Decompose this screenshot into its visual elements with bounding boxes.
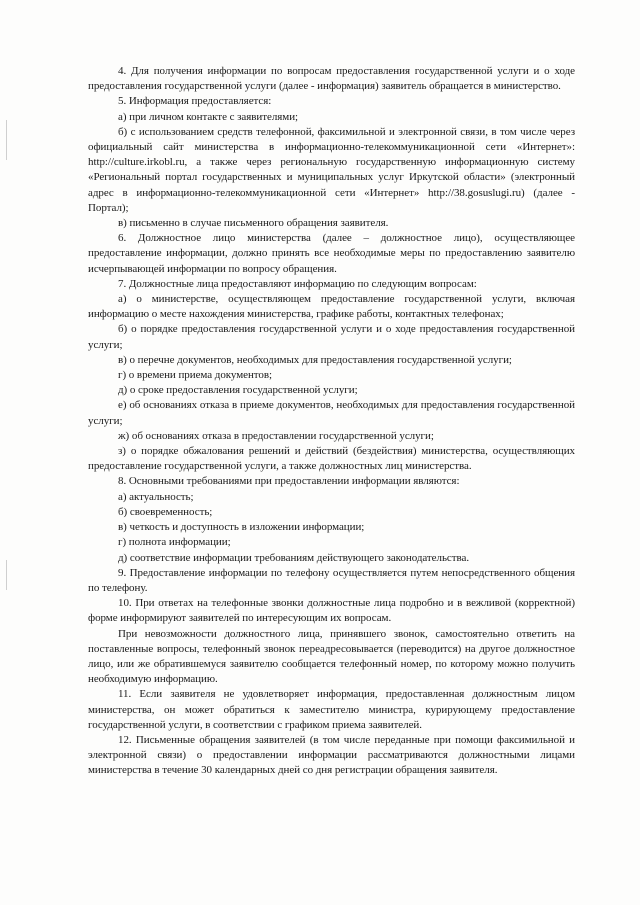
- list-item-8v: в) четкость и доступность в изложении информации;: [118, 521, 365, 534]
- list-item-7b: б) о порядке предоставления государственной услуги и о ходе предоставления государственной услуги;: [88, 323, 575, 351]
- paragraph-10-continued: При невозможности должностного лица, принявшего звонок, самостоятельно ответить на поставленные вопросы, телефонный звонок переадресовывается (переводится) на другое должностное лицо, или же обратившемуся заявителю сообщается телефонный номер, по которому можно получить необходимую информацию.: [88, 627, 575, 686]
- paragraph-9: 9. Предоставление информации по телефону осуществляется путем непосредственного общения по телефону.: [88, 566, 575, 594]
- list-item-5a: а) при личном контакте с заявителями;: [118, 110, 299, 123]
- list-item-8b: б) своевременность;: [118, 505, 213, 518]
- paragraph-6: 6. Должностное лицо министерства (далее – должностное лицо), осуществляющее предоставление информации, должно принять все необходимые меры по предоставлению заявителю исчерпывающей информации по вопросу обращения.: [88, 232, 575, 275]
- list-item-7d: д) о сроке предоставления государственной услуги;: [118, 384, 358, 397]
- list-item-7a: а) о министерстве, осуществляющем предоставление государственной услуги, включая информацию о месте нахождения министерства, графике работы, контактных телефонах;: [88, 293, 575, 321]
- paragraph-11: 11. Если заявителя не удовлетворяет информация, предоставленная должностным лицом министерства, он может обратиться к заместителю министра, курирующему предоставление государственной услуги, в соответствии с графиком приема заявителей.: [88, 688, 575, 731]
- paragraph-4: 4. Для получения информации по вопросам предоставления государственной услуги и о ходе предоставления государственной услуги (далее - информация) заявитель обращается в министерство.: [88, 65, 575, 93]
- list-item-5v: в) письменно в случае письменного обращения заявителя.: [118, 217, 389, 230]
- list-item-8d: д) соответствие информации требованиям действующего законодательства.: [118, 551, 470, 564]
- paragraph-7: 7. Должностные лица предоставляют информацию по следующим вопросам:: [118, 277, 477, 290]
- list-item-7zh: ж) об основаниях отказа в предоставлении государственной услуги;: [118, 429, 434, 442]
- list-item-8g: г) полнота информации;: [118, 536, 231, 549]
- list-item-7z: з) о порядке обжалования решений и действий (бездействия) министерства, осуществляющих предоставление государственной услуги, а также должностных лиц министерства.: [88, 445, 575, 473]
- paragraph-8: 8. Основными требованиями при предоставлении информации являются:: [118, 475, 460, 488]
- list-item-8a: а) актуальность;: [118, 490, 194, 503]
- list-item-7v: в) о перечне документов, необходимых для предоставления государственной услуги;: [118, 353, 512, 366]
- scan-edge-mark: [6, 560, 7, 590]
- paragraph-10: 10. При ответах на телефонные звонки должностные лица подробно и в вежливой (корректной) форме информируют заявителей по интересующим их вопросам.: [88, 597, 575, 625]
- list-item-5b: б) с использованием средств телефонной, факсимильной и электронной связи, в том числе через официальный сайт министерства в информационно-телекоммуникационной сети «Интернет»: http://culture.irkobl.ru, а также через региональную государственную информационную систему «Региональный портал государственных и муниципальных услуг Иркутской области» (электронный адрес в информационно-телекоммуникационной сети «Интернет» http://38.gosuslugi.ru) (далее - Портал);: [88, 125, 575, 214]
- list-item-7g: г) о времени приема документов;: [118, 369, 273, 382]
- scan-edge-mark: [6, 120, 7, 160]
- list-item-7e: е) об основаниях отказа в приеме документов, необходимых для предоставления государственной услуги;: [88, 399, 575, 427]
- document-body: [88, 64, 575, 779]
- paragraph-5: 5. Информация предоставляется:: [118, 95, 272, 108]
- paragraph-12: 12. Письменные обращения заявителей (в том числе переданные при помощи факсимильной и электронной связи) о предоставлении информации рассматриваются должностными лицами министерства в течение 30 календарных дней со дня регистрации обращения заявителя.: [88, 733, 575, 777]
